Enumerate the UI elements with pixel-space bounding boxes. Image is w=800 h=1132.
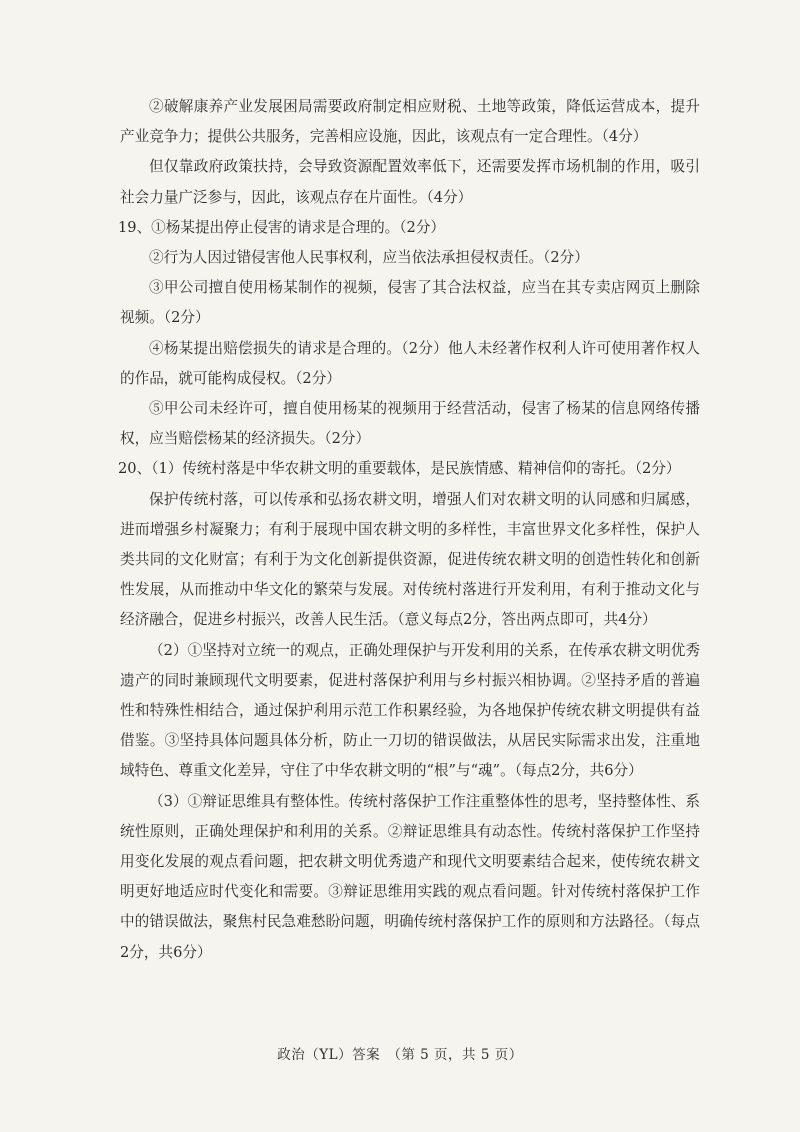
question-20-part-1-detail: 保护传统村落，可以传承和弘扬农耕文明，增强人们对农耕文明的认同感和归属感，进而增强乡村凝聚力；有利于展现中国农耕文明的多样性，丰富世界文化多样性，保护人类共同的文化财富；有利于为文化创新提供资源，促进传统农耕文明的创造性转化和创新性发展，从而推动中华文化的繁荣与发展。对传统村落进行开发利用，有利于推动文化与经济融合，促进乡村振兴，改善人民生活。（意义每点2分，答出两点即可，共4分） (120, 490, 700, 629)
question-19-point-3: ③甲公司擅自使用杨某制作的视频，侵害了其合法权益，应当在其专卖店网页上删除视频。（2分） (120, 279, 700, 327)
question-19-point-1: 19、①杨某提出停止侵害的请求是合理的。（2分） (118, 218, 446, 236)
page-footer: 政治（YL）答案 （第 5 页，共 5 页） (277, 1047, 523, 1063)
paragraph-18-point-2: ②破解康养产业发展困局需要政府制定相应财税、土地等政策，降低运营成本，提升产业竞争力；提供公共服务，完善相应设施，因此，该观点有一定合理性。（4分） (120, 98, 700, 146)
question-20-part-2: （2）①坚持对立统一的观点，正确处理保护与开发利用的关系，在传承农耕文明优秀遗产的同时兼顾现代文明要素，促进村落保护利用与乡村振兴相协调。②坚持矛盾的普遍性和特殊性相结合，通过保护利用示范工作积累经验，为各地保护传统农耕文明提供有益借鉴。③坚持具体问题具体分析，防止一刀切的错误做法，从居民实际需求出发，注重地域特色、尊重文化差异，守住了中华农耕文明的“根”与“魂”。（每点2分，共6分） (120, 641, 700, 780)
question-19-point-5: ⑤甲公司未经许可，擅自使用杨某的视频用于经营活动，侵害了杨某的信息网络传播权，应当赔偿杨某的经济损失。（2分） (120, 400, 700, 448)
question-19-point-2: ②行为人因过错侵害他人民事权利，应当依法承担侵权责任。（2分） (149, 249, 589, 267)
question-20-part-3: （3）①辩证思维具有整体性。传统村落保护工作注重整体性的思考，坚持整体性、系统性原则，正确处理保护和利用的关系。②辩证思维具有动态性。传统村落保护工作坚持用变化发展的观点看问题，把农耕文明优秀遗产和现代文明要素结合起来，使传统农耕文明更好地适应时代变化和需要。③辩证思维用实践的观点看问题。针对传统村落保护工作中的错误做法，聚焦村民急难愁盼问题，明确传统村落保护工作的原则和方法路径。（每点2分，共6分） (120, 792, 700, 961)
answer-content (120, 92, 700, 968)
question-20-part-1: 20、（1）传统村落是中华农耕文明的重要载体，是民族情感、精神信仰的寄托。（2分） (118, 460, 681, 478)
question-19-point-4: ④杨某提出赔偿损失的请求是合理的。（2分）他人未经著作权利人许可使用著作权人的作品，就可能构成侵权。（2分） (120, 339, 700, 387)
paragraph-18-conclusion: 但仅靠政府政策扶持，会导致资源配置效率低下，还需要发挥市场机制的作用，吸引社会力量广泛参与，因此，该观点存在片面性。（4分） (120, 158, 700, 206)
